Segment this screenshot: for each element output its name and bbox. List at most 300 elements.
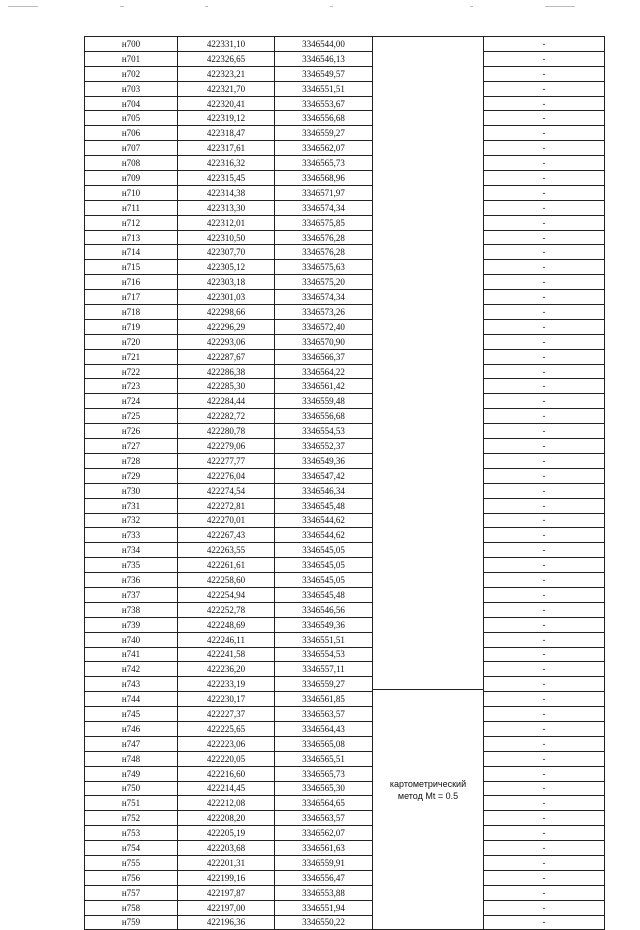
x-coordinate-cell: 422208,20 <box>178 811 275 826</box>
dash-cell: - <box>484 483 605 498</box>
table-row <box>85 855 605 870</box>
y-coordinate-cell: 3346562,07 <box>275 141 373 156</box>
y-coordinate-cell: 3346556,68 <box>275 409 373 424</box>
point-id-cell: н712 <box>85 215 178 230</box>
dash-cell: - <box>484 647 605 662</box>
table-row <box>85 617 605 632</box>
table-row <box>85 573 605 588</box>
table-row <box>85 811 605 826</box>
y-coordinate-cell: 3346575,63 <box>275 260 373 275</box>
y-coordinate-cell: 3346564,65 <box>275 796 373 811</box>
y-coordinate-cell: 3346573,26 <box>275 305 373 320</box>
dash-cell: - <box>484 364 605 379</box>
x-coordinate-cell: 422326,65 <box>178 51 275 66</box>
point-id-cell: н739 <box>85 617 178 632</box>
point-id-cell: н713 <box>85 230 178 245</box>
table-row <box>85 900 605 915</box>
table-row <box>85 171 605 186</box>
x-coordinate-cell: 422261,61 <box>178 558 275 573</box>
dash-cell: - <box>484 37 605 52</box>
point-id-cell: н702 <box>85 66 178 81</box>
x-coordinate-cell: 422279,06 <box>178 439 275 454</box>
table-row <box>85 766 605 781</box>
point-id-cell: н720 <box>85 334 178 349</box>
x-coordinate-cell: 422323,21 <box>178 66 275 81</box>
point-id-cell: н759 <box>85 915 178 930</box>
dash-cell: - <box>484 662 605 677</box>
y-coordinate-cell: 3346544,00 <box>275 37 373 52</box>
table-row <box>85 349 605 364</box>
dash-cell: - <box>484 171 605 186</box>
x-coordinate-cell: 422318,47 <box>178 126 275 141</box>
dash-cell: - <box>484 468 605 483</box>
y-coordinate-cell: 3346549,57 <box>275 66 373 81</box>
y-coordinate-cell: 3346576,28 <box>275 230 373 245</box>
point-id-cell: н733 <box>85 528 178 543</box>
dash-cell: - <box>484 766 605 781</box>
table-row <box>85 647 605 662</box>
y-coordinate-cell: 3346556,47 <box>275 870 373 885</box>
table-row <box>85 841 605 856</box>
y-coordinate-cell: 3346575,20 <box>275 275 373 290</box>
y-coordinate-cell: 3346545,05 <box>275 558 373 573</box>
table-row <box>85 51 605 66</box>
y-coordinate-cell: 3346553,67 <box>275 96 373 111</box>
y-coordinate-cell: 3346546,56 <box>275 602 373 617</box>
table-row <box>85 334 605 349</box>
y-coordinate-cell: 3346559,48 <box>275 394 373 409</box>
x-coordinate-cell: 422227,37 <box>178 707 275 722</box>
y-coordinate-cell: 3346551,94 <box>275 900 373 915</box>
point-id-cell: н722 <box>85 364 178 379</box>
x-coordinate-cell: 422277,77 <box>178 453 275 468</box>
x-coordinate-cell: 422301,03 <box>178 290 275 305</box>
dash-cell: - <box>484 558 605 573</box>
y-coordinate-cell: 3346562,07 <box>275 826 373 841</box>
x-coordinate-cell: 422199,16 <box>178 870 275 885</box>
point-id-cell: н752 <box>85 811 178 826</box>
table-row <box>85 751 605 766</box>
x-coordinate-cell: 422287,67 <box>178 349 275 364</box>
x-coordinate-cell: 422252,78 <box>178 602 275 617</box>
y-coordinate-cell: 3346576,28 <box>275 245 373 260</box>
dash-cell: - <box>484 334 605 349</box>
table-row <box>85 587 605 602</box>
dash-cell: - <box>484 156 605 171</box>
x-coordinate-cell: 422303,18 <box>178 275 275 290</box>
x-coordinate-cell: 422307,70 <box>178 245 275 260</box>
dash-cell: - <box>484 841 605 856</box>
dash-cell: - <box>484 855 605 870</box>
x-coordinate-cell: 422197,00 <box>178 900 275 915</box>
point-id-cell: н730 <box>85 483 178 498</box>
x-coordinate-cell: 422286,38 <box>178 364 275 379</box>
x-coordinate-cell: 422205,19 <box>178 826 275 841</box>
table-row <box>85 37 605 52</box>
point-id-cell: н734 <box>85 543 178 558</box>
table-row <box>85 275 605 290</box>
y-coordinate-cell: 3346574,34 <box>275 290 373 305</box>
x-coordinate-cell: 422282,72 <box>178 409 275 424</box>
table-row <box>85 453 605 468</box>
method-text <box>373 778 483 802</box>
x-coordinate-cell: 422258,60 <box>178 573 275 588</box>
point-id-cell: н710 <box>85 185 178 200</box>
dash-cell: - <box>484 915 605 930</box>
x-coordinate-cell: 422317,61 <box>178 141 275 156</box>
y-coordinate-cell: 3346545,05 <box>275 573 373 588</box>
x-coordinate-cell: 422201,31 <box>178 855 275 870</box>
table-row <box>85 245 605 260</box>
point-id-cell: н725 <box>85 409 178 424</box>
x-coordinate-cell: 422196,36 <box>178 915 275 930</box>
y-coordinate-cell: 3346561,42 <box>275 379 373 394</box>
x-coordinate-cell: 422248,69 <box>178 617 275 632</box>
dash-cell: - <box>484 751 605 766</box>
dash-cell: - <box>484 826 605 841</box>
dash-cell: - <box>484 111 605 126</box>
point-id-cell: н731 <box>85 498 178 513</box>
point-id-cell: н721 <box>85 349 178 364</box>
y-coordinate-cell: 3346571,97 <box>275 185 373 200</box>
x-coordinate-cell: 422270,01 <box>178 513 275 528</box>
table-row <box>85 707 605 722</box>
dash-cell: - <box>484 245 605 260</box>
point-id-cell: н724 <box>85 394 178 409</box>
x-coordinate-cell: 422305,12 <box>178 260 275 275</box>
dash-cell: - <box>484 573 605 588</box>
y-coordinate-cell: 3346565,73 <box>275 156 373 171</box>
x-coordinate-cell: 422284,44 <box>178 394 275 409</box>
point-id-cell: н703 <box>85 81 178 96</box>
y-coordinate-cell: 3346550,22 <box>275 915 373 930</box>
y-coordinate-cell: 3346565,08 <box>275 736 373 751</box>
x-coordinate-cell: 422312,01 <box>178 215 275 230</box>
dash-cell: - <box>484 900 605 915</box>
table-row <box>85 156 605 171</box>
x-coordinate-cell: 422236,20 <box>178 662 275 677</box>
dash-cell: - <box>484 707 605 722</box>
point-id-cell: н758 <box>85 900 178 915</box>
x-coordinate-cell: 422197,87 <box>178 885 275 900</box>
dash-cell: - <box>484 275 605 290</box>
point-id-cell: н745 <box>85 707 178 722</box>
table-row <box>85 185 605 200</box>
y-coordinate-cell: 3346557,11 <box>275 662 373 677</box>
y-coordinate-cell: 3346564,43 <box>275 721 373 736</box>
y-coordinate-cell: 3346563,57 <box>275 811 373 826</box>
dash-cell: - <box>484 632 605 647</box>
table-row <box>85 424 605 439</box>
y-coordinate-cell: 3346544,62 <box>275 513 373 528</box>
point-id-cell: н753 <box>85 826 178 841</box>
point-id-cell: н755 <box>85 855 178 870</box>
scan-edge-marks <box>0 0 640 14</box>
y-coordinate-cell: 3346552,37 <box>275 439 373 454</box>
table-row <box>85 543 605 558</box>
x-coordinate-cell: 422274,54 <box>178 483 275 498</box>
x-coordinate-cell: 422254,94 <box>178 587 275 602</box>
table-row <box>85 632 605 647</box>
point-id-cell: н719 <box>85 319 178 334</box>
point-id-cell: н729 <box>85 468 178 483</box>
table-row <box>85 915 605 930</box>
x-coordinate-cell: 422214,45 <box>178 781 275 796</box>
dash-cell: - <box>484 721 605 736</box>
dash-cell: - <box>484 260 605 275</box>
y-coordinate-cell: 3346549,36 <box>275 617 373 632</box>
dash-cell: - <box>484 796 605 811</box>
dash-cell: - <box>484 349 605 364</box>
x-coordinate-cell: 422285,30 <box>178 379 275 394</box>
y-coordinate-cell: 3346551,51 <box>275 632 373 647</box>
y-coordinate-cell: 3346574,34 <box>275 200 373 215</box>
table-row <box>85 528 605 543</box>
table-row <box>85 781 605 796</box>
dash-cell: - <box>484 141 605 156</box>
y-coordinate-cell: 3346545,05 <box>275 543 373 558</box>
x-coordinate-cell: 422225,65 <box>178 721 275 736</box>
dash-cell: - <box>484 692 605 707</box>
dash-cell: - <box>484 290 605 305</box>
table-row <box>85 111 605 126</box>
point-id-cell: н748 <box>85 751 178 766</box>
x-coordinate-cell: 422233,19 <box>178 677 275 692</box>
coordinates-table <box>84 36 605 930</box>
table-row <box>85 81 605 96</box>
table-row <box>85 200 605 215</box>
dash-cell: - <box>484 736 605 751</box>
x-coordinate-cell: 422280,78 <box>178 424 275 439</box>
point-id-cell: н726 <box>85 424 178 439</box>
y-coordinate-cell: 3346546,13 <box>275 51 373 66</box>
point-id-cell: н700 <box>85 37 178 52</box>
point-id-cell: н744 <box>85 692 178 707</box>
x-coordinate-cell: 422319,12 <box>178 111 275 126</box>
point-id-cell: н751 <box>85 796 178 811</box>
table-row <box>85 409 605 424</box>
table-row <box>85 141 605 156</box>
y-coordinate-cell: 3346565,51 <box>275 751 373 766</box>
y-coordinate-cell: 3346563,57 <box>275 707 373 722</box>
x-coordinate-cell: 422321,70 <box>178 81 275 96</box>
table-row <box>85 394 605 409</box>
x-coordinate-cell: 422310,50 <box>178 230 275 245</box>
table-row <box>85 558 605 573</box>
point-id-cell: н746 <box>85 721 178 736</box>
point-id-cell: н707 <box>85 141 178 156</box>
point-id-cell: н732 <box>85 513 178 528</box>
x-coordinate-cell: 422263,55 <box>178 543 275 558</box>
dash-cell: - <box>484 230 605 245</box>
dash-cell: - <box>484 81 605 96</box>
table-row <box>85 364 605 379</box>
x-coordinate-cell: 422320,41 <box>178 96 275 111</box>
point-id-cell: н704 <box>85 96 178 111</box>
table-row <box>85 290 605 305</box>
point-id-cell: н741 <box>85 647 178 662</box>
dash-cell: - <box>484 424 605 439</box>
table-row <box>85 230 605 245</box>
dash-cell: - <box>484 66 605 81</box>
table-row <box>85 483 605 498</box>
x-coordinate-cell: 422246,11 <box>178 632 275 647</box>
table-row <box>85 319 605 334</box>
table-row <box>85 885 605 900</box>
coordinates-table-body <box>85 37 605 930</box>
x-coordinate-cell: 422216,60 <box>178 766 275 781</box>
point-id-cell: н718 <box>85 305 178 320</box>
y-coordinate-cell: 3346561,63 <box>275 841 373 856</box>
dash-cell: - <box>484 379 605 394</box>
x-coordinate-cell: 422212,08 <box>178 796 275 811</box>
y-coordinate-cell: 3346546,34 <box>275 483 373 498</box>
y-coordinate-cell: 3346547,42 <box>275 468 373 483</box>
table-row <box>85 662 605 677</box>
dash-cell: - <box>484 96 605 111</box>
dash-cell: - <box>484 439 605 454</box>
y-coordinate-cell: 3346554,53 <box>275 424 373 439</box>
point-id-cell: н715 <box>85 260 178 275</box>
y-coordinate-cell: 3346561,85 <box>275 692 373 707</box>
y-coordinate-cell: 3346545,48 <box>275 498 373 513</box>
y-coordinate-cell: 3346572,40 <box>275 319 373 334</box>
method-accuracy: метод Mt = 0.5 <box>397 791 459 801</box>
method-cell <box>373 37 484 930</box>
dash-cell: - <box>484 200 605 215</box>
y-coordinate-cell: 3346565,30 <box>275 781 373 796</box>
point-id-cell: н754 <box>85 841 178 856</box>
table-row <box>85 870 605 885</box>
y-coordinate-cell: 3346559,27 <box>275 126 373 141</box>
point-id-cell: н705 <box>85 111 178 126</box>
table-row <box>85 468 605 483</box>
dash-cell: - <box>484 528 605 543</box>
dash-cell: - <box>484 513 605 528</box>
dash-cell: - <box>484 543 605 558</box>
y-coordinate-cell: 3346554,53 <box>275 647 373 662</box>
dash-cell: - <box>484 319 605 334</box>
x-coordinate-cell: 422316,32 <box>178 156 275 171</box>
table-row <box>85 215 605 230</box>
table-row <box>85 66 605 81</box>
point-id-cell: н756 <box>85 870 178 885</box>
y-coordinate-cell: 3346549,36 <box>275 453 373 468</box>
dash-cell: - <box>484 870 605 885</box>
point-id-cell: н711 <box>85 200 178 215</box>
x-coordinate-cell: 422293,06 <box>178 334 275 349</box>
table-row <box>85 677 605 692</box>
point-id-cell: н706 <box>85 126 178 141</box>
point-id-cell: н749 <box>85 766 178 781</box>
x-coordinate-cell: 422276,04 <box>178 468 275 483</box>
dash-cell: - <box>484 587 605 602</box>
x-coordinate-cell: 422267,43 <box>178 528 275 543</box>
table-row <box>85 692 605 707</box>
point-id-cell: н701 <box>85 51 178 66</box>
y-coordinate-cell: 3346559,91 <box>275 855 373 870</box>
x-coordinate-cell: 422314,38 <box>178 185 275 200</box>
x-coordinate-cell: 422241,58 <box>178 647 275 662</box>
table-row <box>85 305 605 320</box>
y-coordinate-cell: 3346566,37 <box>275 349 373 364</box>
table-row <box>85 796 605 811</box>
y-coordinate-cell: 3346570,90 <box>275 334 373 349</box>
dash-cell: - <box>484 677 605 692</box>
dash-cell: - <box>484 602 605 617</box>
point-id-cell: н740 <box>85 632 178 647</box>
y-coordinate-cell: 3346565,73 <box>275 766 373 781</box>
table-row <box>85 498 605 513</box>
dash-cell: - <box>484 394 605 409</box>
x-coordinate-cell: 422220,05 <box>178 751 275 766</box>
x-coordinate-cell: 422315,45 <box>178 171 275 186</box>
point-id-cell: н709 <box>85 171 178 186</box>
point-id-cell: н716 <box>85 275 178 290</box>
x-coordinate-cell: 422296,29 <box>178 319 275 334</box>
x-coordinate-cell: 422230,17 <box>178 692 275 707</box>
dash-cell: - <box>484 781 605 796</box>
dash-cell: - <box>484 215 605 230</box>
point-id-cell: н735 <box>85 558 178 573</box>
y-coordinate-cell: 3346556,68 <box>275 111 373 126</box>
y-coordinate-cell: 3346545,48 <box>275 587 373 602</box>
point-id-cell: н728 <box>85 453 178 468</box>
y-coordinate-cell: 3346575,85 <box>275 215 373 230</box>
table-row <box>85 826 605 841</box>
dash-cell: - <box>484 185 605 200</box>
dash-cell: - <box>484 453 605 468</box>
point-id-cell: н727 <box>85 439 178 454</box>
table-row <box>85 260 605 275</box>
x-coordinate-cell: 422272,81 <box>178 498 275 513</box>
x-coordinate-cell: 422298,66 <box>178 305 275 320</box>
y-coordinate-cell: 3346559,27 <box>275 677 373 692</box>
dash-cell: - <box>484 617 605 632</box>
point-id-cell: н757 <box>85 885 178 900</box>
x-coordinate-cell: 422331,10 <box>178 37 275 52</box>
method-name: картометрический <box>389 779 467 789</box>
dash-cell: - <box>484 498 605 513</box>
y-coordinate-cell: 3346564,22 <box>275 364 373 379</box>
point-id-cell: н743 <box>85 677 178 692</box>
y-coordinate-cell: 3346544,62 <box>275 528 373 543</box>
dash-cell: - <box>484 409 605 424</box>
point-id-cell: н708 <box>85 156 178 171</box>
table-row <box>85 721 605 736</box>
table-row <box>85 736 605 751</box>
y-coordinate-cell: 3346553,88 <box>275 885 373 900</box>
table-row <box>85 379 605 394</box>
table-row <box>85 126 605 141</box>
y-coordinate-cell: 3346568,96 <box>275 171 373 186</box>
table-row <box>85 602 605 617</box>
dash-cell: - <box>484 126 605 141</box>
table-row <box>85 513 605 528</box>
x-coordinate-cell: 422203,68 <box>178 841 275 856</box>
table-row <box>85 96 605 111</box>
point-id-cell: н747 <box>85 736 178 751</box>
point-id-cell: н737 <box>85 587 178 602</box>
dash-cell: - <box>484 51 605 66</box>
point-id-cell: н714 <box>85 245 178 260</box>
x-coordinate-cell: 422223,06 <box>178 736 275 751</box>
point-id-cell: н717 <box>85 290 178 305</box>
dash-cell: - <box>484 811 605 826</box>
table-row <box>85 439 605 454</box>
point-id-cell: н736 <box>85 573 178 588</box>
x-coordinate-cell: 422313,30 <box>178 200 275 215</box>
